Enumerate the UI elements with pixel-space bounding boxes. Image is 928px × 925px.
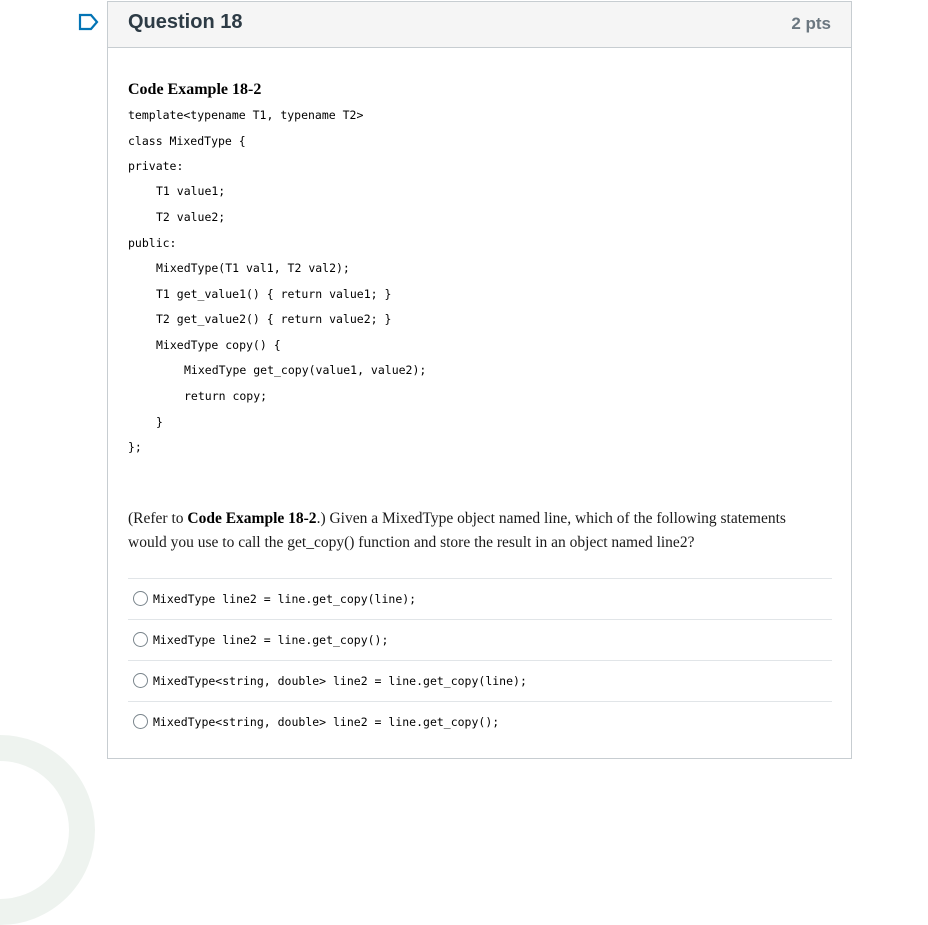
code-line: T1 value1;: [156, 184, 226, 198]
question-prompt: [128, 507, 828, 555]
background-arc-decoration: [0, 735, 95, 925]
code-line: }: [156, 415, 163, 429]
answer-label[interactable]: MixedType line2 = line.get_copy();: [153, 633, 389, 647]
answer-option[interactable]: [128, 619, 832, 660]
radio-unchecked-icon[interactable]: [133, 632, 148, 647]
code-line: };: [128, 440, 142, 454]
prompt-text-pre: (Refer to: [128, 510, 188, 527]
answer-option[interactable]: [128, 660, 832, 701]
question-title: Question 18: [128, 11, 243, 33]
code-line: T2 value2;: [156, 210, 226, 224]
code-line: MixedType(T1 val1, T2 val2);: [156, 261, 350, 275]
answer-option[interactable]: [128, 578, 832, 619]
question-points: 2 pts: [791, 14, 831, 33]
code-line: private:: [128, 159, 184, 173]
code-line: return copy;: [184, 389, 268, 403]
answer-option[interactable]: [128, 701, 832, 742]
question-header: [108, 2, 851, 48]
prompt-text-post: .) Given a MixedType object named line, which of the following statements would you use to call the get_copy() function and store the result in an object named line2?: [128, 510, 786, 551]
answer-label[interactable]: MixedType line2 = line.get_copy(line);: [153, 592, 417, 606]
radio-unchecked-icon[interactable]: [133, 591, 148, 606]
radio-unchecked-icon[interactable]: [133, 714, 148, 729]
code-line: T2 get_value2() { return value2; }: [156, 312, 392, 326]
answer-label[interactable]: MixedType<string, double> line2 = line.get_copy(line);: [153, 674, 527, 688]
code-line: public:: [128, 236, 177, 250]
code-line: template<typename T1, typename T2>: [128, 108, 364, 122]
code-line: T1 get_value1() { return value1; }: [156, 287, 392, 301]
question-card: [107, 1, 852, 759]
code-example-title: Code Example 18-2: [128, 81, 262, 98]
code-line: MixedType copy() {: [156, 338, 281, 352]
code-line: MixedType get_copy(value1, value2);: [184, 363, 427, 377]
flag-question-icon[interactable]: [78, 13, 100, 31]
code-line: class MixedType {: [128, 134, 246, 148]
prompt-code-ref: Code Example 18-2: [187, 510, 317, 527]
answer-label[interactable]: MixedType<string, double> line2 = line.get_copy();: [153, 715, 500, 729]
answer-list: [128, 578, 832, 742]
radio-unchecked-icon[interactable]: [133, 673, 148, 688]
